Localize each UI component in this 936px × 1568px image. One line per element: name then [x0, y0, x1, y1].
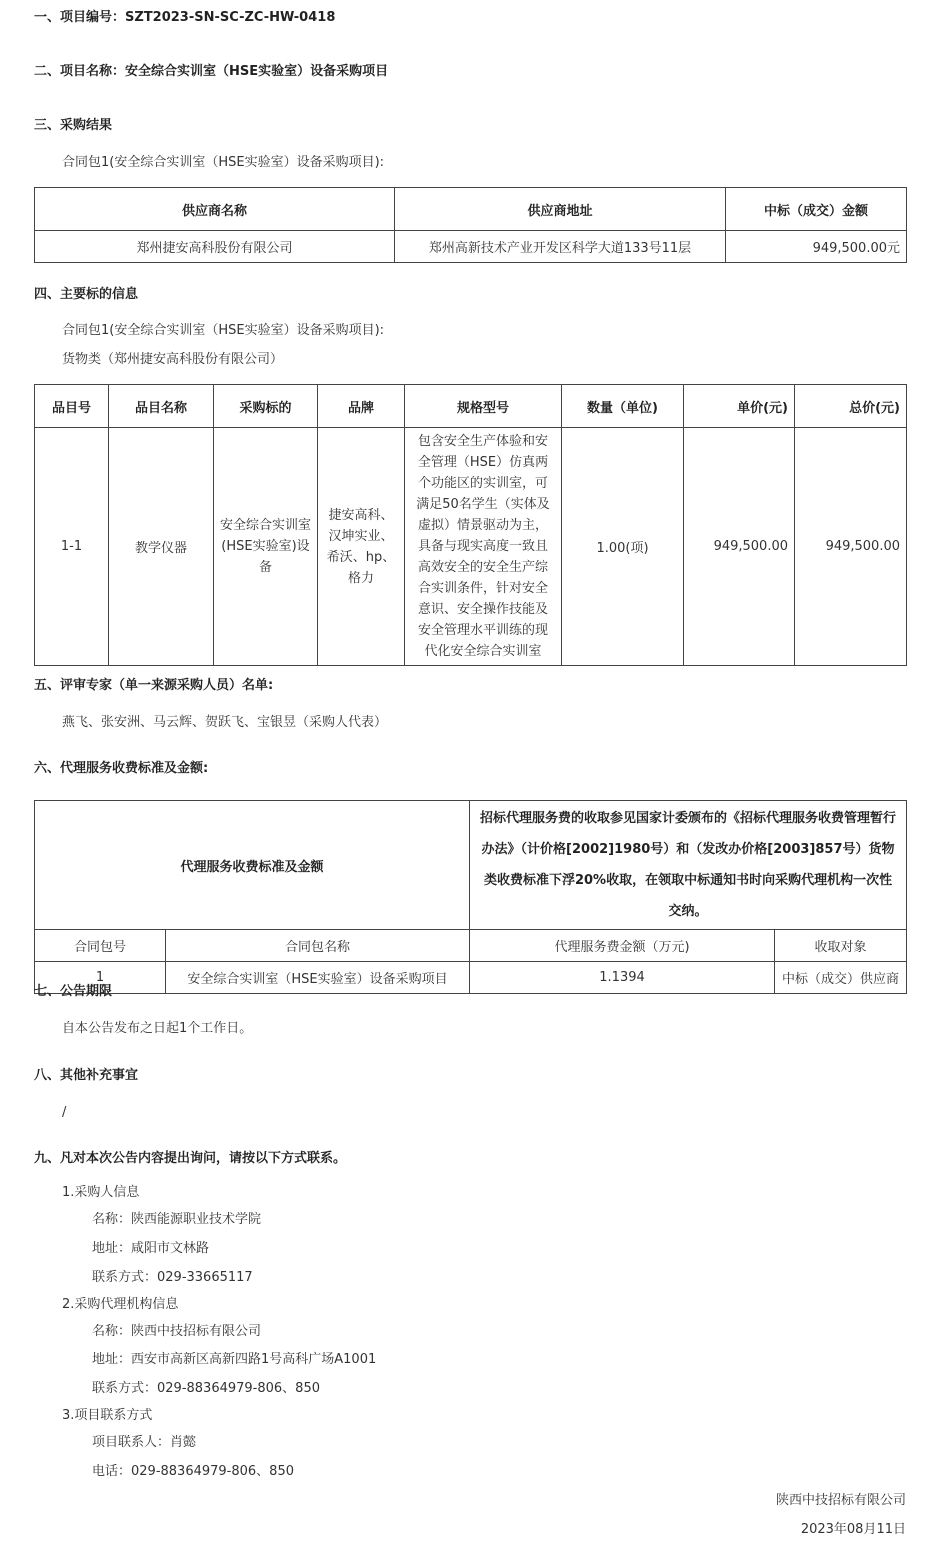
- column-header: 品目号: [35, 385, 109, 428]
- package-name: 安全综合实训室（HSE实验室）设备采购项目: [166, 962, 470, 994]
- items-package-label: 合同包1(安全综合实训室（HSE实验室）设备采购项目):: [62, 323, 385, 338]
- project-name-value: 安全综合实训室（HSE实验室）设备采购项目: [125, 64, 389, 79]
- package-number: 1: [35, 962, 166, 994]
- column-header: 供应商地址: [395, 188, 726, 231]
- supplier-address: 郑州高新技术产业开发区科学大道133号11层: [395, 231, 726, 263]
- agency-info-title: 2.采购代理机构信息: [62, 1297, 179, 1312]
- table-row: [35, 231, 907, 263]
- column-header: 规格型号: [405, 385, 562, 428]
- supplier-name: 郑州捷安高科股份有限公司: [35, 231, 395, 263]
- agency-fee-amount: 1.1394: [470, 962, 775, 994]
- column-header: 单价(元): [684, 385, 795, 428]
- section-heading-agency-fee: 六、代理服务收费标准及金额:: [34, 761, 209, 776]
- project-contact-person: 项目联系人：肖懿: [92, 1435, 197, 1450]
- project-number: [34, 10, 335, 26]
- column-header: 合同包名称: [166, 930, 470, 962]
- column-header: 收取对象: [775, 930, 907, 962]
- column-header: 品牌: [318, 385, 405, 428]
- item-quantity: 1.00(项): [562, 428, 684, 666]
- footer-company: 陕西中技招标有限公司: [775, 1493, 906, 1508]
- fee-standard-label: 代理服务收费标准及金额: [35, 801, 470, 930]
- project-name: [34, 64, 388, 80]
- purchaser-address: 地址：咸阳市文林路: [92, 1241, 210, 1256]
- column-header: 代理服务费金额（万元): [470, 930, 775, 962]
- item-number: 1-1: [35, 428, 109, 666]
- agency-address: 地址：西安市高新区高新四路1号高科广场A1001: [92, 1352, 377, 1367]
- winning-amount: 949,500.00元: [726, 231, 907, 263]
- item-subject: 安全综合实训室(HSE实验室)设备: [214, 428, 318, 666]
- expert-names: 燕飞、张安洲、马云辉、贺跃飞、宝银昱（采购人代表）: [62, 715, 388, 730]
- purchaser-info-title: 1.采购人信息: [62, 1185, 140, 1200]
- section-heading-contact: 九、凡对本次公告内容提出询问，请按以下方式联系。: [34, 1151, 347, 1166]
- result-package-label: 合同包1(安全综合实训室（HSE实验室）设备采购项目):: [62, 155, 385, 170]
- project-number-value: SZT2023-SN-SC-ZC-HW-0418: [125, 10, 336, 25]
- project-number-label: 一、项目编号：: [34, 10, 126, 25]
- column-header: 品目名称: [109, 385, 214, 428]
- item-total-price: 949,500.00: [795, 428, 907, 666]
- items-category-label: 货物类（郑州捷安高科股份有限公司）: [62, 352, 284, 367]
- item-brand: 捷安高科、汉坤实业、希沃、hp、格力: [318, 428, 405, 666]
- table-row: [35, 428, 907, 666]
- table-row: [35, 962, 907, 994]
- table-header-row: [35, 930, 907, 962]
- agency-contact: 联系方式：029-88364979-806、850: [92, 1381, 320, 1396]
- project-name-label: 二、项目名称：: [34, 64, 126, 79]
- column-header: 总价(元): [795, 385, 907, 428]
- item-spec: 包含安全生产体验和安全管理（HSE）仿真两个功能区的实训室，可满足50名学生（实体及虚拟）情景驱动为主，具备与现实高度一致且高效安全的安全生产综合实训条件，针对安全意识、安全操作技能及安全管理水平训练的现代化安全综合实训室: [405, 428, 562, 666]
- table-header-row: [35, 385, 907, 428]
- column-header: 中标（成交）金额: [726, 188, 907, 231]
- item-name: 教学仪器: [109, 428, 214, 666]
- column-header: 供应商名称: [35, 188, 395, 231]
- footer-date: 2023年08月11日: [800, 1522, 906, 1537]
- section-heading-period: 七、公告期限: [34, 984, 113, 999]
- result-table: [34, 187, 907, 263]
- period-text: 自本公告发布之日起1个工作日。: [62, 1021, 253, 1036]
- purchaser-name: 名称：陕西能源职业技术学院: [92, 1212, 262, 1227]
- items-table: [34, 384, 907, 666]
- section-heading-result: 三、采购结果: [34, 118, 113, 133]
- section-heading-other: 八、其他补充事宜: [34, 1068, 139, 1083]
- project-contact-phone: 电话：029-88364979-806、850: [92, 1464, 294, 1479]
- table-header-row: [35, 188, 907, 231]
- item-unit-price: 949,500.00: [684, 428, 795, 666]
- purchaser-contact: 联系方式：029-33665117: [92, 1270, 253, 1285]
- fee-payer: 中标（成交）供应商: [775, 962, 907, 994]
- section-heading-experts: 五、评审专家（单一来源采购人员）名单:: [34, 678, 274, 693]
- column-header: 采购标的: [214, 385, 318, 428]
- section-heading-items: 四、主要标的信息: [34, 287, 139, 302]
- fee-standard-row: [35, 801, 907, 930]
- column-header: 数量（单位): [562, 385, 684, 428]
- other-text: /: [62, 1105, 67, 1120]
- fee-standard-description: 招标代理服务费的收取参见国家计委颁布的《招标代理服务收费管理暂行办法》（计价格[2002]1980号）和（发改办价格[2003]857号）货物类收费标准下浮20%收取，在领取中标通知书时向采购代理机构一次性交纳。: [470, 801, 907, 930]
- project-contact-title: 3.项目联系方式: [62, 1408, 153, 1423]
- agency-fee-table: [34, 800, 907, 994]
- agency-name: 名称：陕西中技招标有限公司: [92, 1324, 262, 1339]
- column-header: 合同包号: [35, 930, 166, 962]
